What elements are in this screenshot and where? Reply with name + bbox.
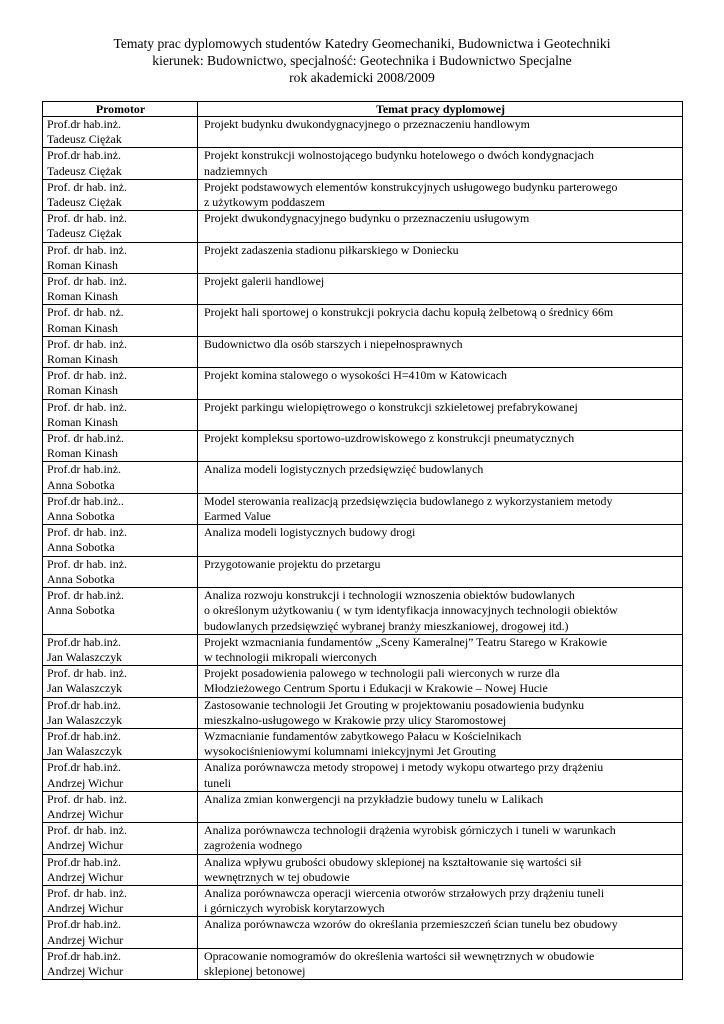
topic-cell [198,588,683,635]
promotor-title: Prof. dr hab. inż. [47,791,127,806]
promotor-name: Jan Walaszczyk [47,649,123,664]
topic-text-line: Zastosowanie technologii Jet Grouting w projektowaniu posadowienia budynku [204,697,585,712]
promotor-title: Prof.dr hab.inż. [47,634,121,649]
promotor-title: Prof. dr hab.inż. [47,588,124,603]
topic-text-line: Projekt budynku dwukondygnacyjnego o przeznaczeniu handlowym [204,117,530,131]
topic-text-line: Budownictwo dla osób starszych i niepełnosprawnych [204,336,463,351]
table-row [43,368,683,399]
topic-cell [198,242,683,273]
topic-cell [198,179,683,210]
promotor-title: Prof. dr hab. inż. [47,525,127,540]
promotor-cell [43,493,198,524]
table-row [43,431,683,462]
header-title: Tematy prac dyplomowych studentów Katedry Geomechaniki, Budownictwa i Geotechniki [113,36,611,51]
table-row [43,148,683,179]
topic-text-line: Analiza modeli logistycznych budowy drogi [204,525,416,540]
table-row [43,117,683,148]
table-row [43,556,683,587]
topic-text-line: tuneli [204,775,232,790]
promotor-name: Roman Kinash [47,289,119,304]
topic-cell [198,305,683,336]
promotor-cell [43,854,198,885]
topic-text-line: i górniczych wyrobisk korytarzowych [204,901,385,916]
table-row [43,525,683,556]
promotor-name: Andrzej Wichur [47,775,124,790]
promotor-name: Jan Walaszczyk [47,681,123,696]
promotor-cell [43,556,198,587]
promotor-name: Andrzej Wichur [47,932,124,947]
header-academic-year: rok akademicki 2008/2009 [289,70,435,85]
table-row [43,728,683,759]
thesis-topics-table [42,101,683,980]
topic-cell [198,556,683,587]
promotor-name: Roman Kinash [47,257,119,272]
promotor-cell [43,917,198,948]
table-header-row [43,102,683,117]
promotor-title: Prof.dr hab.inż. [47,854,121,869]
promotor-name: Andrzej Wichur [47,963,124,978]
promotor-cell [43,588,198,635]
topic-cell [198,274,683,305]
promotor-title: Prof. dr hab. nż. [47,305,124,320]
promotor-name: Roman Kinash [47,446,119,461]
topic-cell [198,791,683,822]
promotor-name: Anna Sobotka [47,603,115,618]
topic-text-line: mieszkalno-usługowego w Krakowie przy ulicy Staromostowej [204,712,507,727]
promotor-title: Prof. dr hab. inż. [47,336,127,351]
promotor-name: Roman Kinash [47,383,119,398]
topic-cell [198,117,683,148]
topic-text-line: Analiza porównawcza wzorów do określania przemieszczeń ścian tunelu bez obudowy [204,917,618,932]
table-row [43,854,683,885]
promotor-title: Prof.dr hab.inż. [47,462,121,477]
topic-text-line: Earmed Value [204,509,271,524]
topic-cell [198,948,683,979]
promotor-title: Prof. dr hab. inż. [47,242,127,257]
table-row [43,462,683,493]
topic-text-line: Projekt parkingu wielopiętrowego o konstrukcji szkieletowej prefabrykowanej [204,399,578,414]
promotor-title: Prof. dr hab. inż. [47,885,127,900]
table-row [43,948,683,979]
topic-text-line: sklepionej betonowej [204,963,306,978]
promotor-cell [43,242,198,273]
promotor-title: Prof. dr hab. inż. [47,556,127,571]
topic-cell [198,493,683,524]
promotor-name: Jan Walaszczyk [47,744,123,759]
promotor-name: Tadeusz Ciężak [47,132,122,147]
promotor-cell [43,368,198,399]
topic-cell [198,917,683,948]
topic-cell [198,462,683,493]
promotor-title: Prof.dr hab.inż. [47,917,121,932]
topic-text-line: Projekt posadowienia palowego w technologii pali wierconych w rurze dla [204,666,560,681]
topic-text-line: Analiza porównawcza technologii drążenia wyrobisk górniczych i tuneli w warunkach [204,823,616,838]
column-header-promotor: Promotor [43,102,198,117]
promotor-cell [43,117,198,148]
table-row [43,336,683,367]
topic-text-line: Opracowanie nomogramów do określenia wartości sił wewnętrznych w obudowie [204,948,595,963]
promotor-title: Prof. dr hab. inż. [47,368,127,383]
promotor-name: Andrzej Wichur [47,901,124,916]
promotor-cell [43,823,198,854]
topic-cell [198,336,683,367]
promotor-title: Prof. dr hab. inż. [47,179,127,194]
promotor-title: Prof.dr hab.inż. [47,760,121,775]
promotor-cell [43,760,198,791]
promotor-name: Andrzej Wichur [47,838,124,853]
topic-text-line: Projekt zadaszenia stadionu piłkarskiego w Doniecku [204,242,459,257]
topic-cell [198,728,683,759]
topic-text-line: Projekt dwukondygnacyjnego budynku o przeznaczeniu usługowym [204,211,530,226]
promotor-cell [43,885,198,916]
topic-text-line: Model sterowania realizacją przedsięwzięcia budowlanego z wykorzystaniem metody [204,493,613,508]
promotor-name: Jan Walaszczyk [47,712,123,727]
promotor-name: Anna Sobotka [47,540,115,555]
promotor-cell [43,728,198,759]
topic-text-line: Młodzieżowego Centrum Sportu i Edukacji w Krakowie – Nowej Hucie [204,681,548,696]
promotor-cell [43,697,198,728]
promotor-cell [43,431,198,462]
promotor-cell [43,211,198,242]
promotor-name: Roman Kinash [47,320,119,335]
table-row [43,885,683,916]
topic-text-line: Analiza porównawcza metody stropowej i metody wykopu otwartego przy drążeniu [204,760,604,775]
promotor-title: Prof. dr hab. inż. [47,666,127,681]
table-body [43,117,683,980]
promotor-cell [43,336,198,367]
table-row [43,274,683,305]
promotor-title: Prof. dr hab.inż. [47,431,124,446]
topic-cell [198,525,683,556]
promotor-cell [43,399,198,430]
promotor-cell [43,666,198,697]
table-row [43,211,683,242]
promotor-cell [43,148,198,179]
topic-text-line: zagrożenia wodnego [204,838,303,853]
topic-text-line: Projekt kompleksu sportowo-uzdrowiskowego z konstrukcji pneumatycznych [204,431,575,446]
topic-cell [198,666,683,697]
table-row [43,493,683,524]
promotor-name: Tadeusz Ciężak [47,195,122,210]
topic-cell [198,697,683,728]
table-row [43,823,683,854]
topic-text-line: Analiza modeli logistycznych przedsięwzięć budowlanych [204,462,484,477]
promotor-cell [43,525,198,556]
table-row [43,242,683,273]
table-row [43,697,683,728]
topic-cell [198,823,683,854]
promotor-cell [43,791,198,822]
promotor-cell [43,634,198,665]
promotor-name: Roman Kinash [47,352,119,367]
promotor-cell [43,948,198,979]
promotor-name: Tadeusz Ciężak [47,163,122,178]
promotor-title: Prof.dr hab.inż. [47,117,121,131]
promotor-name: Andrzej Wichur [47,869,124,884]
topic-text-line: nadziemnych [204,163,268,178]
promotor-title: Prof.dr hab.inż. [47,728,121,743]
promotor-name: Tadeusz Ciężak [47,226,122,241]
column-header-topic: Temat pracy dyplomowej [198,102,683,117]
promotor-name: Andrzej Wichur [47,806,124,821]
topic-text-line: wewnętrznych w tej obudowie [204,869,350,884]
table-row [43,305,683,336]
promotor-name: Anna Sobotka [47,477,115,492]
promotor-title: Prof.dr hab.inż.. [47,493,124,508]
promotor-title: Prof. dr hab. inż. [47,823,127,838]
topic-text-line: Projekt komina stalowego o wysokości H=410m w Katowicach [204,368,507,383]
topic-text-line: Projekt podstawowych elementów konstrukcyjnych usługowego budynku parterowego [204,179,618,194]
topic-text-line: w technologii mikropali wierconych [204,649,377,664]
topic-cell [198,148,683,179]
topic-cell [198,368,683,399]
topic-cell [198,431,683,462]
promotor-title: Prof. dr hab. inż. [47,274,127,289]
promotor-title: Prof.dr hab.inż. [47,148,121,163]
topic-cell [198,211,683,242]
topic-text-line: Projekt konstrukcji wolnostojącego budynku hotelowego o dwóch kondygnacjach [204,148,595,163]
topic-cell [198,854,683,885]
topic-cell [198,399,683,430]
topic-text-line: Projekt galerii handlowej [204,274,325,289]
table-row [43,588,683,635]
promotor-title: Prof.dr hab.inż. [47,697,121,712]
document-header [40,35,684,86]
topic-text-line: Wzmacnianie fundamentów zabytkowego Pałacu w Kościelnikach [204,728,522,743]
table-row [43,791,683,822]
promotor-cell [43,179,198,210]
topic-text-line: Analiza zmian konwergencji na przykładzie budowy tunelu w Lalikach [204,791,544,806]
topic-text-line: z użytkowym poddaszem [204,195,325,210]
topic-cell [198,885,683,916]
topic-text-line: Analiza wpływu grubości obudowy sklepionej na kształtowanie się wartości sił [204,854,582,869]
topic-text-line: o określonym użytkowaniu ( w tym identyfikacja innowacyjnych technologii obiektów [204,603,618,618]
topic-text-line: Analiza porównawcza operacji wiercenia otworów strzałowych przy drążeniu tuneli [204,885,605,900]
table-row [43,634,683,665]
promotor-cell [43,305,198,336]
promotor-title: Prof. dr hab. inż. [47,399,127,414]
table-row [43,179,683,210]
topic-text-line: budowlanych przedsięwzięć wybranej branży mieszkaniowej, drogowej itd.) [204,618,569,633]
topic-cell [198,760,683,791]
topic-text-line: Projekt wzmacniania fundamentów „Sceny Kameralnej” Teatru Starego w Krakowie [204,634,608,649]
promotor-name: Anna Sobotka [47,571,115,586]
promotor-name: Roman Kinash [47,414,119,429]
promotor-cell [43,274,198,305]
topic-text-line: Przygotowanie projektu do przetargu [204,556,381,571]
topic-text-line: wysokociśnieniowymi kolumnami iniekcyjnymi Jet Grouting [204,744,496,759]
topic-text-line: Projekt hali sportowej o konstrukcji pokrycia dachu kopułą żelbetową o średnicy 66m [204,305,614,320]
promotor-cell [43,462,198,493]
header-field-of-study: kierunek: Budownictwo, specjalność: Geotechnika i Budownictwo Specjalne [152,53,572,68]
topic-cell [198,634,683,665]
promotor-title: Prof. dr hab. inż. [47,211,127,226]
table-row [43,399,683,430]
table-row [43,666,683,697]
topic-text-line: Analiza rozwoju konstrukcji i technologii wznoszenia obiektów budowlanych [204,588,575,603]
table-row [43,760,683,791]
table-row [43,917,683,948]
promotor-name: Anna Sobotka [47,509,115,524]
promotor-title: Prof.dr hab.inż. [47,948,121,963]
